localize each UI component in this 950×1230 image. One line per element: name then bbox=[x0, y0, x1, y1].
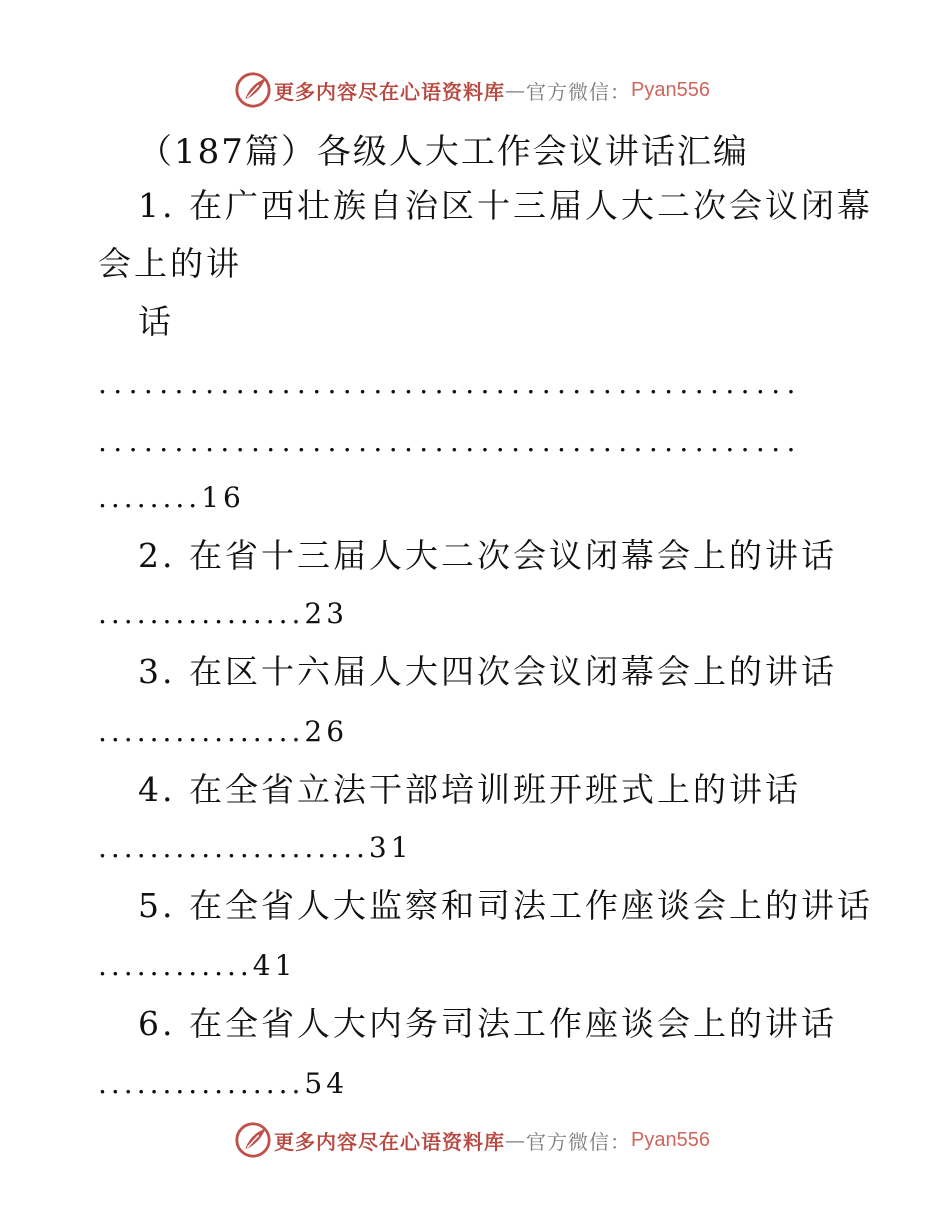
watermark-dash: — bbox=[505, 78, 526, 102]
toc-entry-2-leader-page: ................23 bbox=[98, 597, 349, 630]
toc-entry-1-leader-line-2: .............................................. bbox=[98, 425, 802, 458]
toc-entry-6-title: 6. 在全省人大内务司法工作座谈会上的讲话 bbox=[138, 1004, 837, 1043]
toc-entry-4-title: 4. 在全省立法干部培训班开班式上的讲话 bbox=[138, 770, 801, 809]
watermark-banner-bottom bbox=[234, 1120, 710, 1160]
quill-logo-icon bbox=[234, 71, 272, 109]
toc-entry-3-leader-page: ................26 bbox=[98, 715, 349, 748]
toc-entry-1-leader-page: ........16 bbox=[98, 481, 245, 514]
toc-entry-5-title: 5. 在全省人大监察和司法工作座谈会上的讲话 bbox=[138, 886, 873, 925]
watermark-official-label: 官方微信： bbox=[526, 79, 631, 104]
watermark-wechat-id: Pyan556 bbox=[631, 1128, 710, 1151]
watermark-wechat-id: Pyan556 bbox=[631, 78, 710, 101]
toc-entry-2-title: 2. 在省十三届人大二次会议闭幕会上的讲话 bbox=[138, 536, 837, 575]
toc-entry-1-title-line-2: 会上的讲 bbox=[98, 244, 242, 283]
watermark-main-text: 更多内容尽在心语资料库 bbox=[274, 79, 505, 104]
toc-entry-6-leader-page: ................54 bbox=[98, 1067, 349, 1100]
watermark-official-label: 官方微信： bbox=[526, 1129, 631, 1154]
quill-logo-icon bbox=[234, 1121, 272, 1159]
toc-entry-1-title-line-3: 话 bbox=[138, 302, 174, 341]
watermark-main-text: 更多内容尽在心语资料库 bbox=[274, 1129, 505, 1154]
toc-entry-1-leader-line-1: .............................................. bbox=[98, 367, 802, 400]
toc-entry-3-title: 3. 在区十六届人大四次会议闭幕会上的讲话 bbox=[138, 652, 837, 691]
watermark-banner-top bbox=[234, 70, 710, 110]
toc-entry-4-leader-page: .....................31 bbox=[98, 831, 413, 864]
toc-title: （187篇）各级人大工作会议讲话汇编 bbox=[138, 132, 749, 172]
watermark-dash: — bbox=[505, 1128, 526, 1152]
toc-entry-5-leader-page: ............41 bbox=[98, 949, 297, 982]
toc-entry-1-title-line-1: 1. 在广西壮族自治区十三届人大二次会议闭幕 bbox=[138, 186, 873, 225]
